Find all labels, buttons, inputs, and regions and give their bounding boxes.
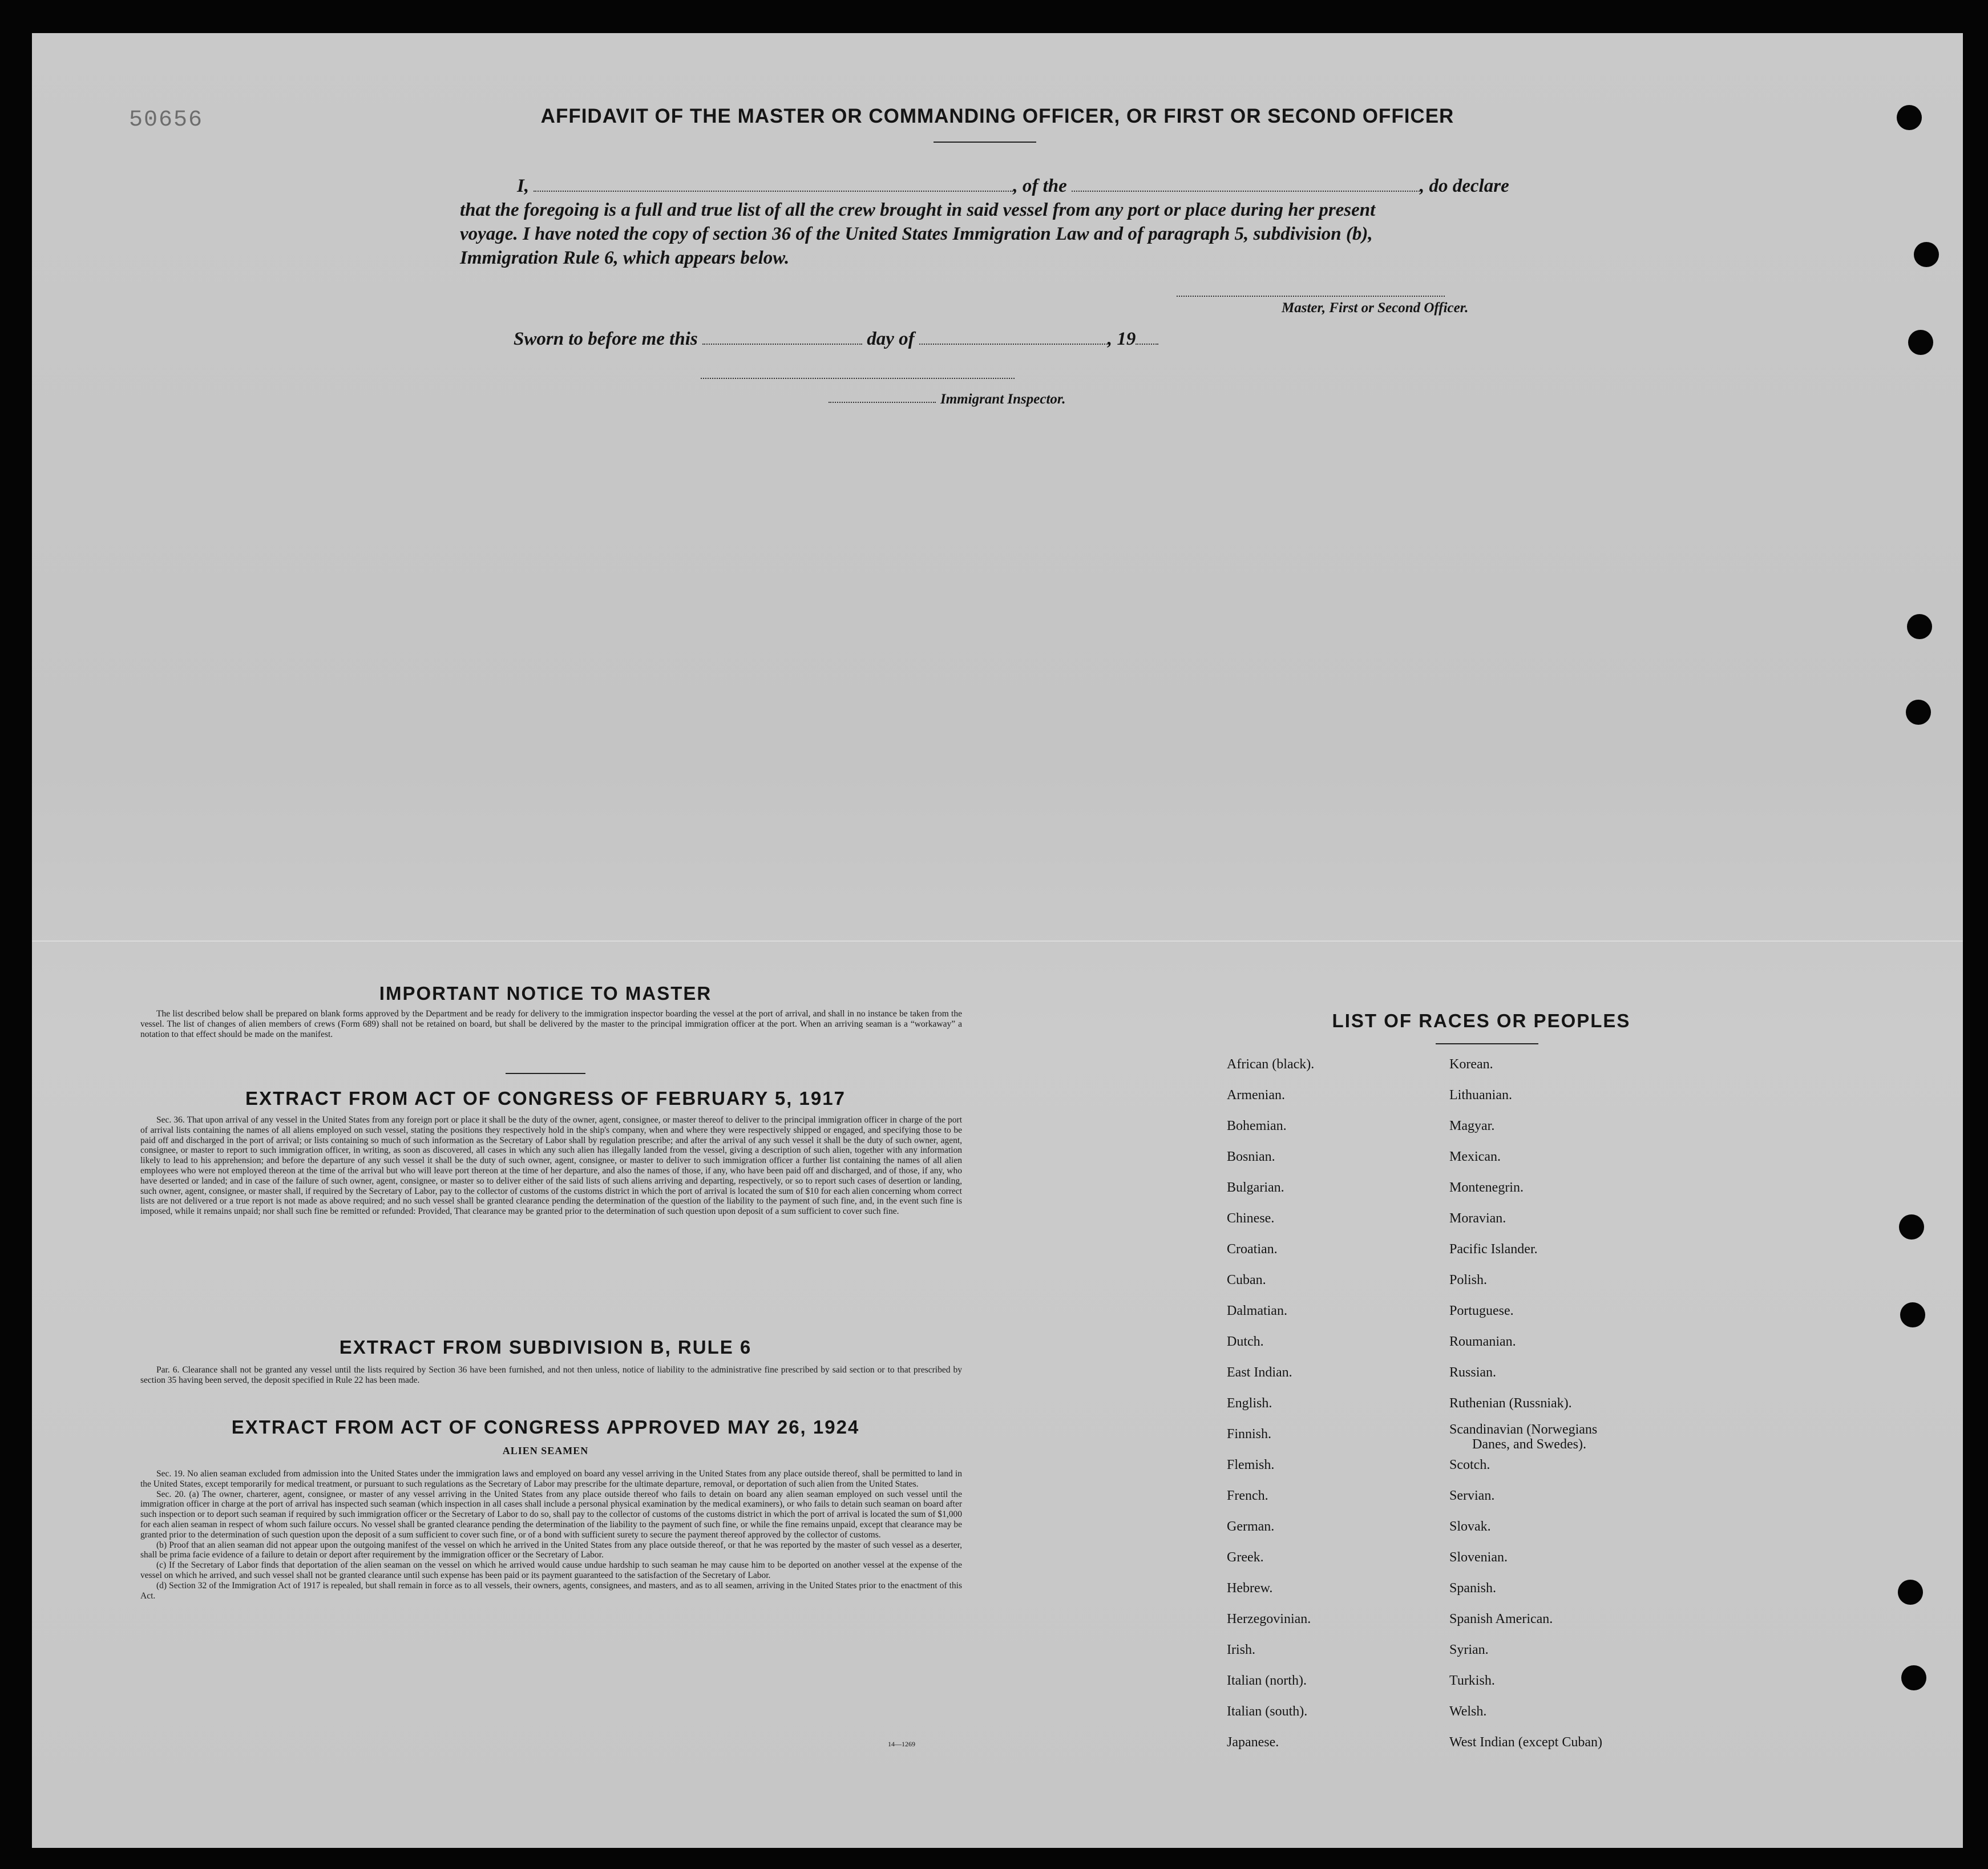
form-number: 14—1269 — [888, 1740, 915, 1748]
punch-hole-icon — [1900, 1302, 1925, 1327]
sworn-year-field[interactable] — [1136, 330, 1158, 345]
affidavit-title: AFFIDAVIT OF THE MASTER OR COMMANDING OFFICER, OR FIRST OR SECOND OFFICER — [540, 105, 1454, 127]
affidavit-line-3: voyage. I have noted the copy of section 36 of the United States Immigration Law and of paragraph 5, subdivision (b), — [460, 224, 1373, 244]
race-item: Lithuanian. — [1449, 1088, 1512, 1103]
race-item: Italian (south). — [1227, 1704, 1308, 1719]
sworn-month-field[interactable] — [919, 330, 1108, 345]
extract-1917-text — [140, 1115, 962, 1217]
race-item: Dalmatian. — [1227, 1303, 1287, 1318]
notice-text — [140, 1009, 962, 1039]
inspector-name-field[interactable] — [829, 388, 936, 403]
extract-1924-title: EXTRACT FROM ACT OF CONGRESS APPROVED MAY 26, 1924 — [231, 1416, 860, 1438]
day-of-text: day of — [867, 329, 915, 349]
punch-hole-icon — [1908, 330, 1933, 355]
race-item: Polish. — [1449, 1273, 1488, 1287]
par-6-paragraph: Par. 6. Clearance shall not be granted any vessel until the lists required by Section 36 have been furnished, and not then unless, notice of liability to the administrative fine prescribed by said section or to that prescribed by section 35 having been served, the deposit specified in Rule 22 has been made. — [140, 1365, 962, 1385]
race-item: Slovenian. — [1449, 1550, 1508, 1565]
of-the-text: , of the — [1013, 176, 1067, 196]
rule-6-text — [140, 1365, 962, 1386]
race-item: Irish. — [1227, 1642, 1255, 1657]
punch-hole-icon — [1914, 242, 1939, 267]
race-item: Dutch. — [1227, 1334, 1264, 1349]
race-item: Scotch. — [1449, 1458, 1490, 1472]
race-item: Flemish. — [1227, 1458, 1275, 1472]
races-title: LIST OF RACES OR PEOPLES — [1332, 1010, 1631, 1031]
race-item: Finnish. — [1227, 1427, 1272, 1442]
race-item: Herzegovinian. — [1227, 1612, 1311, 1626]
race-item: Portuguese. — [1449, 1303, 1514, 1318]
race-item: Armenian. — [1227, 1088, 1285, 1103]
race-item: Japanese. — [1227, 1735, 1279, 1750]
race-item: Welsh. — [1449, 1704, 1487, 1719]
race-item: Danes, and Swedes). — [1472, 1437, 1586, 1452]
notice-title: IMPORTANT NOTICE TO MASTER — [379, 983, 712, 1004]
race-item: Spanish. — [1449, 1581, 1497, 1596]
race-item: African (black). — [1227, 1057, 1315, 1072]
race-item: Bohemian. — [1227, 1119, 1287, 1133]
declarant-name-field[interactable] — [534, 177, 1013, 192]
race-item: Hebrew. — [1227, 1581, 1273, 1596]
vessel-name-field[interactable] — [1072, 177, 1420, 192]
race-item: East Indian. — [1227, 1365, 1292, 1380]
race-item: Ruthenian (Russniak). — [1449, 1396, 1572, 1411]
extract-1924-text — [140, 1469, 962, 1601]
punch-hole-icon — [1907, 614, 1932, 639]
race-item: Roumanian. — [1449, 1334, 1516, 1349]
master-signature-field[interactable] — [1177, 282, 1445, 297]
fold-line — [32, 940, 1963, 942]
race-item: Moravian. — [1449, 1211, 1506, 1226]
race-item: Greek. — [1227, 1550, 1264, 1565]
race-item: Cuban. — [1227, 1273, 1266, 1287]
race-item: French. — [1227, 1488, 1268, 1503]
sec-20c-paragraph: (c) If the Secretary of Labor finds that deportation of the alien seaman on the vessel on which he arrived would cause undue hardship to such seaman he may cause him to be deported on another vessel at the expense of the vessel on which he arrived, and such vessel shall not be granted clearance until such expense has been paid or its payment guaranteed to the satisfaction of the Secretary of Labor. — [140, 1560, 962, 1580]
affidavit-line-1 — [517, 176, 1509, 197]
race-item: Croatian. — [1227, 1242, 1278, 1257]
notice-paragraph: The list described below shall be prepared on blank forms approved by the Department and be ready for delivery to the immigration inspector boarding the vessel at the port of arrival, and shall in no instance be taken from the vessel. The list of changes of alien members of crews (Form 689) shall not be retained on board, but shall be delivered by the master to the principal immigration officer at the port. When an arriving seaman is a “workaway” a notation to that effect should be made on the manifest. — [140, 1009, 962, 1039]
race-item: German. — [1227, 1519, 1275, 1534]
race-item: Bosnian. — [1227, 1149, 1275, 1164]
sec-20d-paragraph: (d) Section 32 of the Immigration Act of 1917 is repealed, but shall remain in force as to all vessels, their owners, agents, consignees, and masters, and as to all seamen, arriving in the United States prior to the enactment of this Act. — [140, 1580, 962, 1601]
declarant-prefix: I, — [517, 176, 530, 196]
race-item: Pacific Islander. — [1449, 1242, 1538, 1257]
race-item: Mexican. — [1449, 1149, 1501, 1164]
year-text: , 19 — [1107, 329, 1136, 349]
inspector-label: Immigrant Inspector. — [940, 391, 1066, 407]
race-item: Bulgarian. — [1227, 1180, 1284, 1195]
race-item: Servian. — [1449, 1488, 1495, 1503]
master-signature-label: Master, First or Second Officer. — [1282, 300, 1469, 316]
punch-hole-icon — [1901, 1665, 1926, 1690]
corner-stamp: 50656 — [129, 107, 204, 133]
document-page — [32, 33, 1963, 1848]
sworn-day-field[interactable] — [702, 330, 862, 345]
sworn-line — [514, 329, 1158, 350]
race-item: Slovak. — [1449, 1519, 1491, 1534]
race-item: English. — [1227, 1396, 1272, 1411]
declare-text: , do declare — [1420, 176, 1509, 196]
race-item: Syrian. — [1449, 1642, 1489, 1657]
race-item: Korean. — [1449, 1057, 1493, 1072]
title-rule — [934, 142, 1036, 143]
alien-seamen-subtitle: ALIEN SEAMEN — [502, 1445, 589, 1456]
sec-20b-paragraph: (b) Proof that an alien seaman did not appear upon the outgoing manifest of the vessel on which he arrived in the United States from any place outside thereof, or that he was reported by the master of such vessel as a deserter, shall be prima facie evidence of a failure to detain or deport after requirement by the immigration officer or the Secretary of Labor. — [140, 1540, 962, 1560]
race-item: Italian (north). — [1227, 1673, 1307, 1688]
punch-hole-icon — [1899, 1214, 1924, 1240]
sec-19-paragraph: Sec. 19. No alien seaman excluded from admission into the United States under the immigration laws and employed on board any vessel arriving in the United States from any place outside thereof, shall be permitted to land in the United States, except temporarily for medical treatment, or pursuant to such regulations as the Secretary of Labor may prescribe for the ultimate departure, removal, or deportation of such alien from the United States. — [140, 1469, 962, 1489]
inspector-signature-field[interactable] — [701, 364, 1015, 379]
punch-hole-icon — [1898, 1580, 1923, 1605]
sworn-text: Sworn to before me this — [514, 329, 698, 349]
extract-1917-title: EXTRACT FROM ACT OF CONGRESS OF FEBRUARY 5, 1917 — [245, 1088, 846, 1109]
notice-rule — [506, 1073, 585, 1074]
race-item: Magyar. — [1449, 1119, 1495, 1133]
race-item: Russian. — [1449, 1365, 1497, 1380]
affidavit-line-4: Immigration Rule 6, which appears below. — [460, 248, 790, 268]
race-item: West Indian (except Cuban) — [1449, 1735, 1602, 1750]
race-item: Scandinavian (Norwegians — [1449, 1422, 1598, 1437]
races-rule — [1436, 1043, 1538, 1044]
sec-20a-paragraph: Sec. 20. (a) The owner, charterer, agent, consignee, or master of any vessel arriving in the United States from any place outside thereof who fails to detain on board any alien seaman employed on such vessel until the immigration officer in charge at the port of arrival has inspected such seaman (which inspection in all cases shall include a personal physical examination by the medical examiners), or who fails to detain such seaman on board after such inspection or to deport such seaman if required by such immigration officer or the Secretary of Labor to do so, shall pay to the collector of customs of the customs district in which the port of arrival is located the sum of $1,000 for each alien seaman in respect of whom such failure occurs. No vessel shall be granted clearance pending the determination of the liability to the payment of such fine, or while the fine remains unpaid, except that clearance may be granted prior to the determination of such question upon the deposit of a sum sufficient to cover such fine, or of a bond with sufficient surety to secure the payment thereof approved by the collector of customs. — [140, 1489, 962, 1540]
rule-6-title: EXTRACT FROM SUBDIVISION B, RULE 6 — [339, 1337, 752, 1358]
race-item: Chinese. — [1227, 1211, 1275, 1226]
sec-36-paragraph: Sec. 36. That upon arrival of any vessel in the United States from any foreign port or place it shall be the duty of the owner, agent, consignee, or master thereof to deliver to the principal immigration officer in charge of the port of arrival lists containing the names of all aliens employed on such vessel, stating the positions they respectively hold in the ship's company, when and where they were respectively shipped or engaged, and specifying those to be paid off and discharged in the port of arrival; or lists containing so much of such information as the Secretary of Labor shall by regulation prescribe; and after the arrival of any such vessel it shall be the duty of such owner, agent, consignee, or master to report to such immigration officer, in writing, as soon as discovered, all cases in which any such alien has illegally landed from the vessel, giving a description of such alien, together with any information likely to lead to his apprehension; and before the departure of any such vessel it shall be the duty of such owner, agent, consignee, or master to deliver to such immigration officer a further list containing the names of all alien employees who were not employed thereon at the time of the arrival but who will leave port thereon at the time of her departure, and also the names of those, if any, who have been paid off and discharged, and of those, if any, who have deserted or landed; and in case of the failure of such owner, agent, consignee, or master so to deliver either of the said lists of such aliens arriving and departing, respectively, or so to report such cases of desertion or landing, such owner, agent, consignee, or master shall, if required by the Secretary of Labor, pay to the collector of customs of the customs district in which the port of arrival is located the sum of $10 for each alien concerning whom correct lists are not delivered or a true report is not made as above required; and no such vessel shall be granted clearance pending the determination of the question of the liability to the payment of such fine, and, in the event such fine is imposed, while it remains unpaid; nor shall such fine be remitted or refunded: Provided, That clearance may be granted prior to the determination of such question upon deposit of a sum sufficient to cover such fine. — [140, 1115, 962, 1217]
race-item: Turkish. — [1449, 1673, 1495, 1688]
affidavit-line-2: that the foregoing is a full and true list of all the crew brought in said vessel from any port or place during her present — [460, 200, 1376, 220]
race-item: Spanish American. — [1449, 1612, 1553, 1626]
punch-hole-icon — [1906, 700, 1931, 725]
race-item: Montenegrin. — [1449, 1180, 1524, 1195]
